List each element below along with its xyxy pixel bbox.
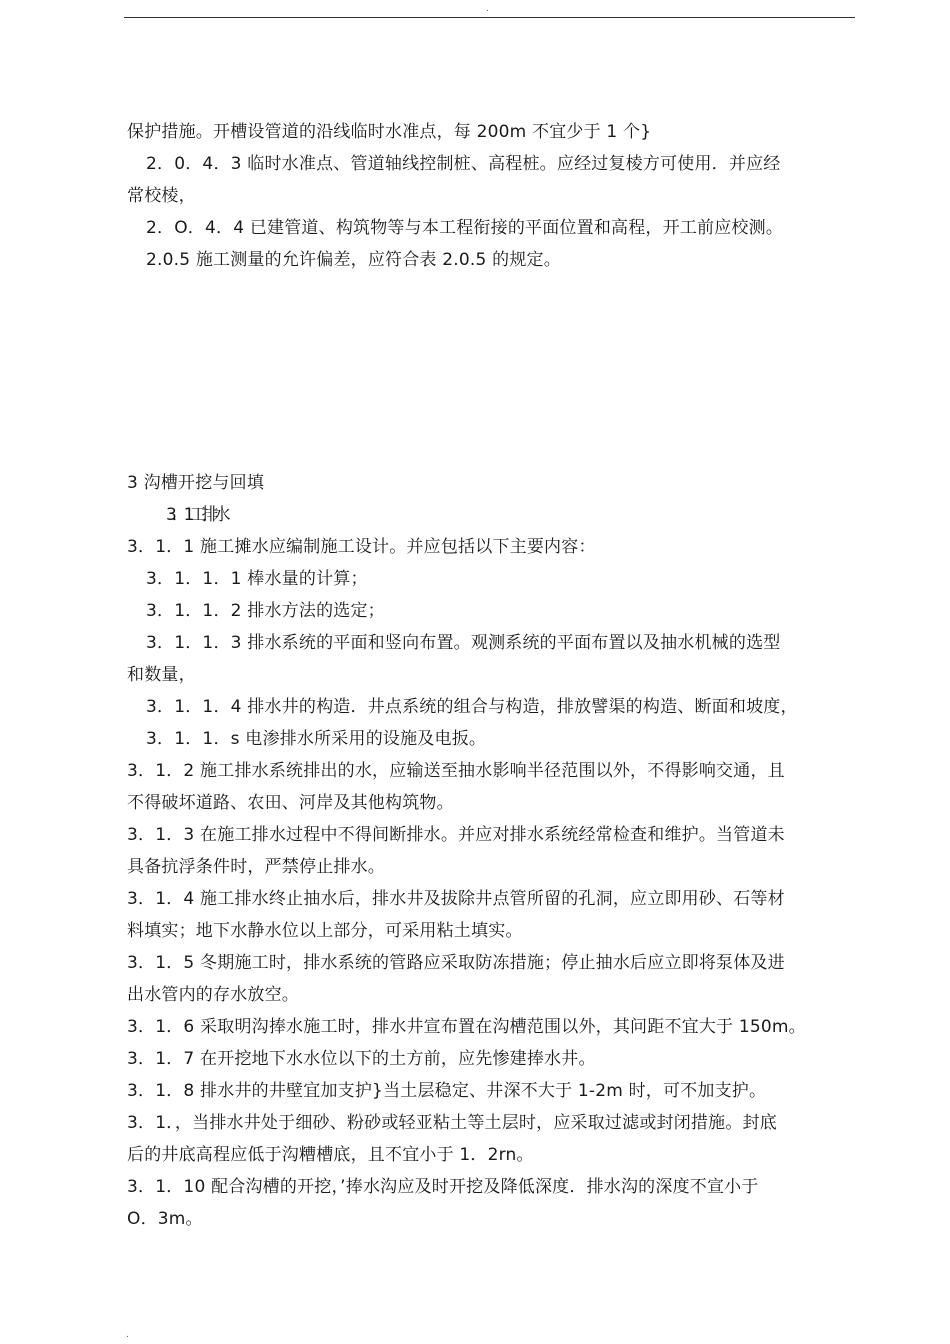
paragraph-line: 料填实；地下水静水位以上部分，可采用粘土填实。 xyxy=(127,921,523,941)
paragraph-line: O．3m。 xyxy=(127,1209,203,1229)
header-dot: . xyxy=(486,4,489,14)
paragraph-line: 3．1．1．1 棒水量的计算； xyxy=(146,569,368,589)
paragraph-line: 2.0.5 施工测量的允许偏差，应符合表 2.0.5 的规定。 xyxy=(146,250,561,270)
paragraph-line: 3．1．1 施工摊水应编制施工设计。并应包括以下主要内容： xyxy=(127,537,596,557)
paragraph-line: 3．1．1．2 排水方法的选定； xyxy=(146,601,385,621)
footer-dot: . xyxy=(126,1330,129,1340)
paragraph-line: 3．1．1．4 排水井的构造．井点系统的组合与构造，排放譬渠的构造、断面和坡度， xyxy=(146,697,798,717)
section-heading: 3 沟槽开挖与回填 xyxy=(127,473,265,493)
header-rule xyxy=(124,17,855,18)
paragraph-line: 3．1．2 施工排水系统排出的水，应输送至抽水影响半径范围以外，不得影响交通，且 xyxy=(127,761,785,781)
paragraph-line: 3．1．10 配合沟槽的开挖，’捧水沟应及时开挖及降低深度．排水沟的深度不宣小于 xyxy=(127,1177,759,1197)
paragraph-line: 3．1．7 在开挖地下水水位以下的土方前，应先惨建捧水井。 xyxy=(127,1049,596,1069)
paragraph-line: 3．1．8 排水井的井壁宜加支护}当土层稳定、井深不大于 1-2m 时，可不加支护。 xyxy=(127,1081,767,1101)
paragraph-line: 3．1．3 在施工排水过程中不得间断排水。并应对排水系统经常检查和维护。当管道未 xyxy=(127,825,785,845)
paragraph-line: 3．1．5 冬期施工时，排水系统的管路应采取防冻措施；停止抽水后应立即将泵体及进 xyxy=(127,953,785,973)
paragraph-line: 后的井底高程应低于沟糟槽底，且不宜小于 1．2rn。 xyxy=(127,1145,534,1165)
paragraph-line: 3．1．6 采取明沟捧水施工时，排水井宣布置在沟槽范围以外，其问距不宜大于 150m。 xyxy=(127,1017,806,1037)
paragraph-line: 3．1．，当排水井处于细砂、粉砂或轻亚粘土等土层时，应采取过滤或封闭措施。封底 xyxy=(127,1113,777,1133)
paragraph-line: 出水管内的存水放空。 xyxy=(127,985,299,1005)
paragraph-line: 和数量， xyxy=(127,665,196,685)
paragraph-line: 不得破坏道路、农田、河岸及其他构筑物。 xyxy=(127,793,454,813)
subsection-heading: 3．1 工排水 xyxy=(166,505,226,525)
paragraph-line: 常校棱， xyxy=(127,186,196,206)
paragraph-line: 2．0．4．3 临时水准点、管道轴线控制桩、高程桩。应经过复棱方可使用．并应经 xyxy=(146,154,781,174)
paragraph-line: 3．1．1．3 排水系统的平面和竖向布置。观测系统的平面布置以及抽水机械的选型 xyxy=(146,633,781,653)
paragraph-line: 保护措施。开槽设管道的沿线临时水准点，每 200m 不宜少于 1 个} xyxy=(127,122,652,142)
paragraph-line: 3．1．1．s 电渗排水所采用的设施及电扳。 xyxy=(146,729,487,749)
paragraph-line: 具备抗浮条件时，严禁停止排水。 xyxy=(127,857,385,877)
paragraph-line: 2．O．4．4 已建管道、构筑物等与本工程衔接的平面位置和高程，开工前应校测。 xyxy=(146,218,784,238)
paragraph-line: 3．1．4 施工排水终止抽水后，排水井及拔除井点管所留的孔洞，应立即用砂、石等材 xyxy=(127,889,785,909)
